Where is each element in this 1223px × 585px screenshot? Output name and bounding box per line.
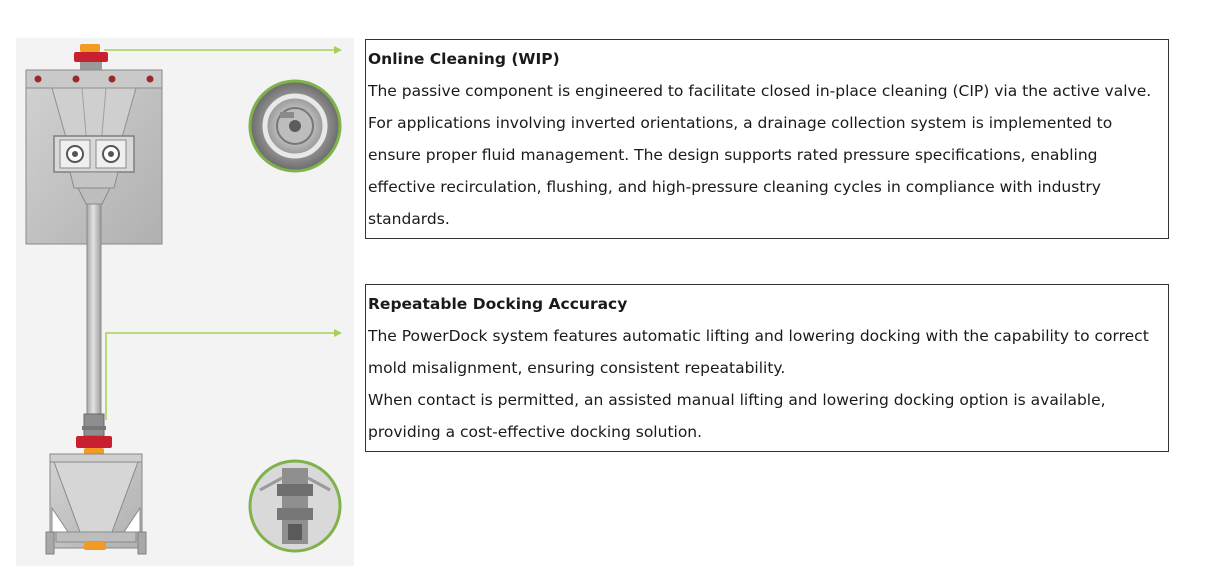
- section-title: Repeatable Docking Accuracy: [368, 295, 628, 313]
- section-paragraph: When contact is permitted, an assisted manual lifting and lowering docking option is available, providing a cost-effective docking solution.: [368, 391, 1106, 441]
- docking-system-illustration: [16, 38, 354, 566]
- pipe-coupling: [84, 414, 104, 436]
- lower-flange: [76, 436, 112, 448]
- detail-photo-docking-mechanism: [250, 461, 340, 551]
- vessel-outlet: [84, 542, 106, 550]
- top-valve-cap: [80, 44, 100, 52]
- lower-funnel: [70, 172, 118, 188]
- top-flange: [74, 52, 108, 62]
- top-neck: [80, 62, 102, 70]
- section-online-cleaning: [365, 39, 1169, 239]
- discharge-pipe: [87, 204, 101, 416]
- section-paragraph: The PowerDock system features automatic lifting and lowering docking with the capability to correct mold misalignment, ensuring consistent repeatability.: [368, 327, 1149, 377]
- section-docking-accuracy: [365, 284, 1169, 452]
- vessel-base: [56, 532, 136, 542]
- detail-photo-valve-interior: [250, 81, 340, 171]
- section-paragraph: The passive component is engineered to facilitate closed in-place cleaning (CIP) via the active valve. For applications involving inverted orientations, a drainage collection system is implemented to ensure proper fluid management. The design supports rated pressure specifications, enabling effective recirculation, flushing, and high-pressure cleaning cycles in compliance with industry standards.: [368, 82, 1152, 228]
- container-top-band: [26, 70, 162, 88]
- section-title: Online Cleaning (WIP): [368, 50, 560, 68]
